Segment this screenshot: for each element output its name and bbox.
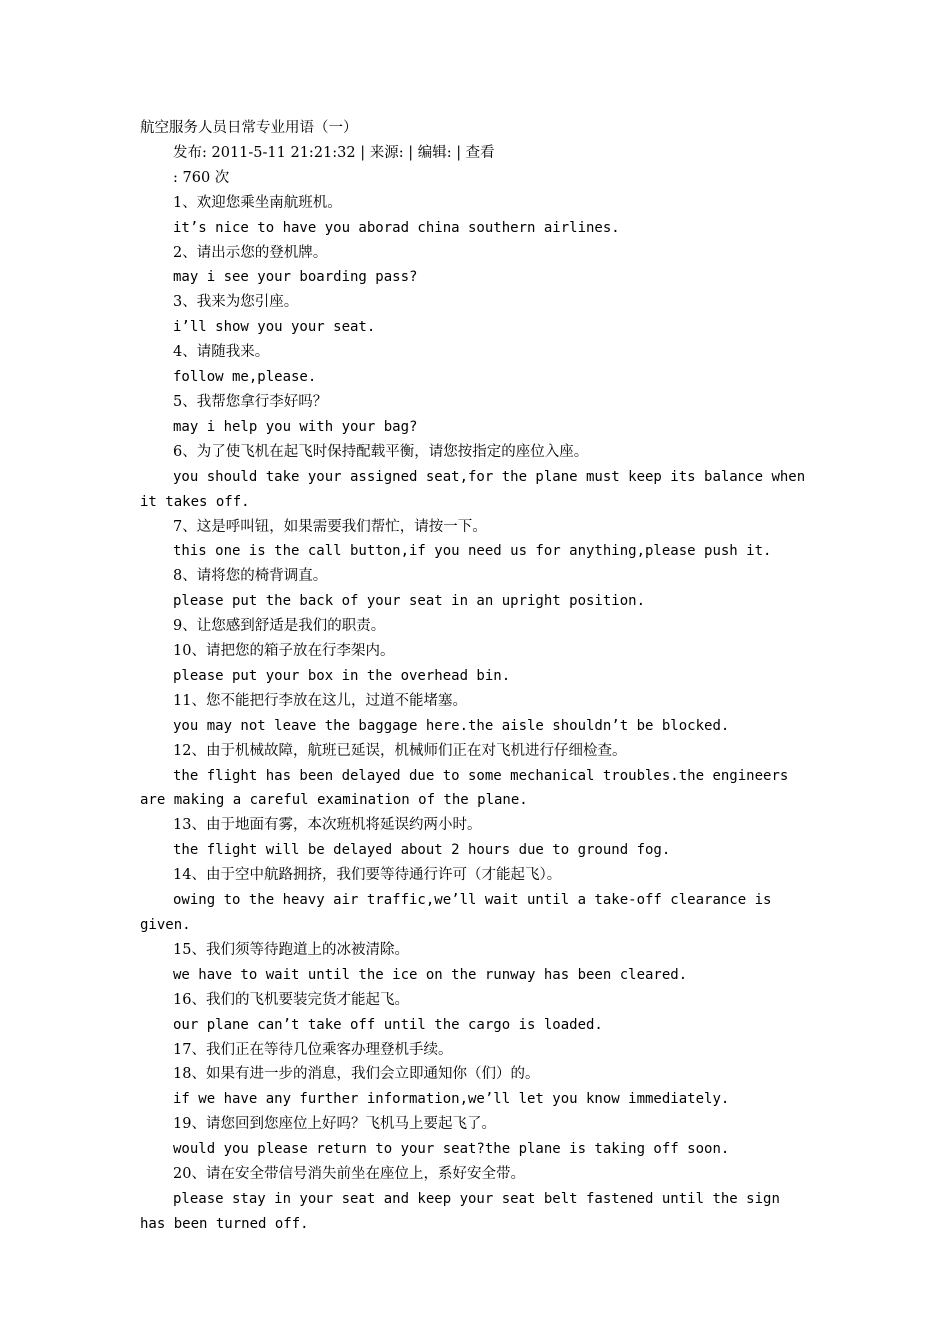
phrase-chinese: 17、我们正在等待几位乘客办理登机手续。 <box>173 1041 453 1058</box>
phrase-english: may i help you with your bag? <box>173 418 418 435</box>
phrase-english: may i see your boarding pass? <box>173 269 418 286</box>
phrase-english: please put your box in the overhead bin. <box>173 667 511 684</box>
phrase-chinese: 14、由于空中航路拥挤，我们要等待通行许可（才能起飞）。 <box>173 867 562 884</box>
phrase-english: the flight has been delayed due to some mechanical troubles.the engineers are making a careful examination of the plane. <box>140 767 797 809</box>
phrase-chinese: 9、让您感到舒适是我们的职责。 <box>173 618 386 635</box>
phrase-english: it’s nice to have you aborad china southern airlines. <box>173 219 620 236</box>
phrase-chinese: 19、请您回到您座位上好吗？飞机马上要起飞了。 <box>173 1116 496 1133</box>
phrase-list <box>140 191 812 1237</box>
phrase-english: owing to the heavy air traffic,we’ll wait until a take-off clearance is given. <box>140 892 780 933</box>
phrase-chinese: 15、我们须等待跑道上的冰被清除。 <box>173 941 409 958</box>
phrase-chinese: 13、由于地面有雾，本次班机将延误约两小时。 <box>173 817 482 834</box>
phrase-chinese: 18、如果有进一步的消息，我们会立即通知你（们）的。 <box>173 1066 540 1083</box>
phrase-chinese: 3、我来为您引座。 <box>173 294 299 311</box>
phrase-english: this one is the call button,if you need us for anything,please push it. <box>173 543 772 560</box>
phrase-chinese: 10、请把您的箱子放在行李架内。 <box>173 643 395 660</box>
phrase-chinese: 11、您不能把行李放在这儿，过道不能堵塞。 <box>173 692 467 709</box>
phrase-english: would you please return to your seat?the plane is taking off soon. <box>173 1141 730 1158</box>
phrase-english: our plane can’t take off until the cargo is loaded. <box>173 1016 603 1033</box>
phrase-english: follow me,please. <box>173 369 317 386</box>
phrase-english: please stay in your seat and keep your seat belt fastened until the sign has been turned off. <box>140 1190 789 1232</box>
phrase-chinese: 2、请出示您的登机牌。 <box>173 244 328 261</box>
phrase-english: we have to wait until the ice on the runway has been cleared. <box>173 966 688 983</box>
page-title: 航空服务人员日常专业用语（一） <box>140 120 358 136</box>
phrase-english: you may not leave the baggage here.the aisle shouldn’t be blocked. <box>173 717 730 734</box>
phrase-chinese: 20、请在安全带信号消失前坐在座位上，系好安全带。 <box>173 1166 525 1183</box>
views-line: : 760 次 <box>173 169 230 186</box>
phrase-chinese: 7、这是呼叫钮，如果需要我们帮忙，请按一下。 <box>173 518 487 535</box>
phrase-english: i’ll show you your seat. <box>173 319 376 336</box>
phrase-chinese: 4、请随我来。 <box>173 344 270 361</box>
phrase-chinese: 8、请将您的椅背调直。 <box>173 568 328 585</box>
phrase-chinese: 12、由于机械故障，航班已延误，机械师们正在对飞机进行仔细检查。 <box>173 742 627 759</box>
phrase-english: if we have any further information,we’ll let you know immediately. <box>173 1091 730 1108</box>
phrase-chinese: 1、欢迎您乘坐南航班机。 <box>173 194 342 211</box>
phrase-english: the flight will be delayed about 2 hours due to ground fog. <box>173 842 671 859</box>
meta-line: 发布: 2011-5-11 21:21:32 | 来源: | 编辑: | 查看 <box>173 144 495 161</box>
phrase-chinese: 5、我帮您拿行李好吗？ <box>173 393 328 410</box>
document-page <box>140 116 812 1237</box>
phrase-chinese: 16、我们的飞机要装完货才能起飞。 <box>173 991 409 1008</box>
phrase-english: please put the back of your seat in an upright position. <box>173 593 646 610</box>
phrase-english: you should take your assigned seat,for the plane must keep its balance when it takes off. <box>140 468 814 510</box>
phrase-chinese: 6、为了使飞机在起飞时保持配载平衡，请您按指定的座位入座。 <box>173 443 589 460</box>
